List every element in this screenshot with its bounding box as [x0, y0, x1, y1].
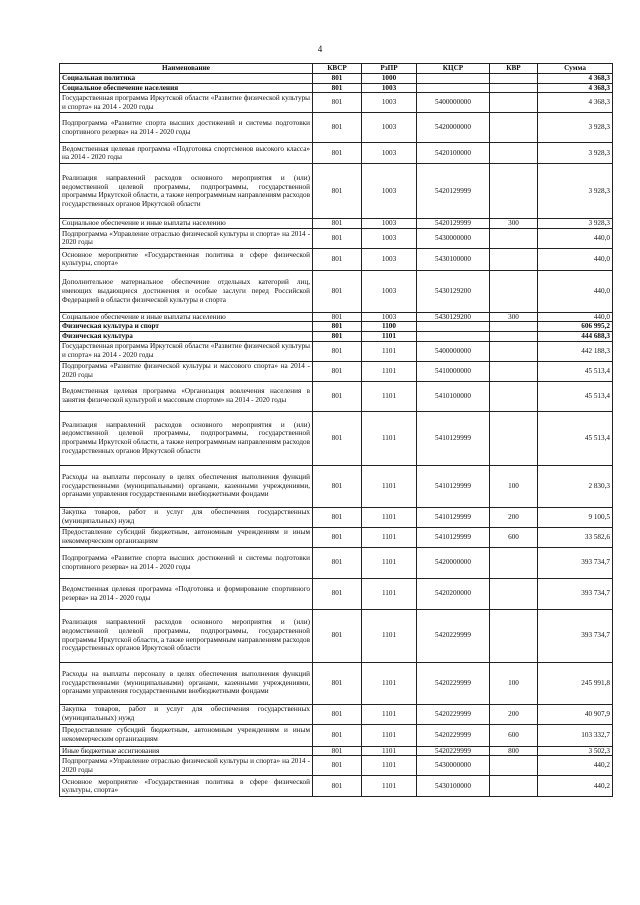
row-sum-cell: 4 368,3: [538, 83, 613, 93]
row-rzpr-cell: 1101: [362, 411, 417, 465]
row-kvsr-cell: 801: [313, 547, 362, 578]
row-kvsr-cell: 801: [313, 527, 362, 547]
row-kvr-cell: [490, 331, 538, 341]
table-row: [60, 248, 613, 270]
row-rzpr-cell: 1101: [362, 527, 417, 547]
row-name-cell: Дополнительное материальное обеспечение отдельных категорий лиц, имеющих выдающиеся достижения и особые заслуги перед Российской Федерацией в области физической культуры и спорта: [60, 270, 313, 312]
table-row: [60, 746, 613, 756]
row-kvr-cell: 600: [490, 527, 538, 547]
table-header: [60, 64, 613, 74]
row-kvr-cell: [490, 83, 538, 93]
row-sum-cell: 440,2: [538, 756, 613, 776]
table-row: [60, 381, 613, 411]
table-row: [60, 113, 613, 143]
row-kvr-cell: [490, 361, 538, 381]
row-kcsr-cell: 5430000000: [417, 228, 490, 248]
row-sum-cell: 3 928,3: [538, 143, 613, 164]
table-body: [60, 74, 613, 797]
table-row: [60, 724, 613, 746]
row-kcsr-cell: 5430100000: [417, 248, 490, 270]
row-kvsr-cell: 801: [313, 507, 362, 527]
budget-table: [59, 63, 613, 797]
row-kvsr-cell: 801: [313, 361, 362, 381]
row-sum-cell: 45 513,4: [538, 381, 613, 411]
table-row: [60, 93, 613, 113]
row-rzpr-cell: 1101: [362, 465, 417, 507]
row-kvr-cell: [490, 74, 538, 84]
row-sum-cell: 393 734,7: [538, 578, 613, 609]
row-kvsr-cell: 801: [313, 724, 362, 746]
row-kvsr-cell: 801: [313, 113, 362, 143]
row-kvsr-cell: 801: [313, 74, 362, 84]
row-sum-cell: 45 513,4: [538, 361, 613, 381]
row-kcsr-cell: 5400000000: [417, 93, 490, 113]
row-kvsr-cell: 801: [313, 381, 362, 411]
row-name-cell: Физическая культура: [60, 331, 313, 341]
row-sum-cell: 4 368,3: [538, 93, 613, 113]
row-kvr-cell: 100: [490, 465, 538, 507]
table-row: [60, 270, 613, 312]
table-row: [60, 74, 613, 84]
table-row: [60, 527, 613, 547]
row-kcsr-cell: 5410000000: [417, 361, 490, 381]
row-name-cell: Государственная программа Иркутской области «Развитие физической культуры и спорта» на 2014 - 2020 годы: [60, 341, 313, 361]
row-kvsr-cell: 801: [313, 704, 362, 724]
row-name-cell: Подпрограмма «Управление отраслью физической культуры и спорта» на 2014 - 2020 годы: [60, 756, 313, 776]
row-kvsr-cell: 801: [313, 83, 362, 93]
row-kvsr-cell: 801: [313, 331, 362, 341]
row-kvr-cell: 300: [490, 219, 538, 229]
row-kcsr-cell: 5420229999: [417, 704, 490, 724]
table-row: [60, 331, 613, 341]
row-kvsr-cell: 801: [313, 609, 362, 662]
row-sum-cell: 3 928,3: [538, 219, 613, 229]
row-kvr-cell: [490, 609, 538, 662]
row-name-cell: Расходы на выплаты персоналу в целях обеспечения выполнения функций государственными (муниципальными) органами, казенными учреждениями, органами управления государственными внебюджетными фондами: [60, 662, 313, 704]
row-kcsr-cell: [417, 83, 490, 93]
row-kvr-cell: 100: [490, 662, 538, 704]
row-rzpr-cell: 1101: [362, 578, 417, 609]
row-kvsr-cell: 801: [313, 248, 362, 270]
row-name-cell: Предоставление субсидий бюджетным, автономным учреждениям и иным некоммерческим организациям: [60, 527, 313, 547]
row-name-cell: Социальное обеспечение и иные выплаты населению: [60, 312, 313, 322]
table-row: [60, 465, 613, 507]
table-row: [60, 164, 613, 219]
row-kvsr-cell: 801: [313, 756, 362, 776]
row-kcsr-cell: 5410129999: [417, 465, 490, 507]
row-sum-cell: 4 368,3: [538, 74, 613, 84]
table-row: [60, 704, 613, 724]
row-kcsr-cell: 5430129200: [417, 270, 490, 312]
row-rzpr-cell: 1101: [362, 609, 417, 662]
row-kcsr-cell: [417, 74, 490, 84]
row-rzpr-cell: 1101: [362, 381, 417, 411]
row-kcsr-cell: 5420200000: [417, 578, 490, 609]
row-rzpr-cell: 1003: [362, 248, 417, 270]
row-rzpr-cell: 1101: [362, 724, 417, 746]
table-row: [60, 83, 613, 93]
row-kvr-cell: 300: [490, 312, 538, 322]
row-name-cell: Закупка товаров, работ и услуг для обеспечения государственных (муниципальных) нужд: [60, 507, 313, 527]
page-number: 4: [317, 44, 323, 54]
row-kvr-cell: 600: [490, 724, 538, 746]
row-sum-cell: 45 513,4: [538, 411, 613, 465]
row-kvsr-cell: 801: [313, 776, 362, 797]
row-rzpr-cell: 1101: [362, 776, 417, 797]
row-sum-cell: 9 100,5: [538, 507, 613, 527]
row-kvr-cell: 200: [490, 507, 538, 527]
row-kcsr-cell: 5420129999: [417, 219, 490, 229]
table-row: [60, 578, 613, 609]
row-name-cell: Социальное обеспечение и иные выплаты населению: [60, 219, 313, 229]
row-kvr-cell: [490, 578, 538, 609]
row-kvsr-cell: 801: [313, 322, 362, 332]
row-kcsr-cell: 5420229999: [417, 724, 490, 746]
row-rzpr-cell: 1003: [362, 113, 417, 143]
row-name-cell: Подпрограмма «Развитие спорта высших достижений и системы подготовки спортивного резерва» на 2014 - 2020 годы: [60, 547, 313, 578]
table-row: [60, 219, 613, 229]
row-kvsr-cell: 801: [313, 143, 362, 164]
row-name-cell: Основное мероприятие «Государственная политика в сфере физической культуры, спорта»: [60, 248, 313, 270]
row-kcsr-cell: 5430100000: [417, 776, 490, 797]
row-sum-cell: 40 907,9: [538, 704, 613, 724]
header-sum: Сумма: [538, 64, 613, 74]
row-kvsr-cell: 801: [313, 228, 362, 248]
row-rzpr-cell: 1101: [362, 331, 417, 341]
row-name-cell: Иные бюджетные ассигнования: [60, 746, 313, 756]
row-name-cell: Подпрограмма «Развитие спорта высших достижений и системы подготовки спортивного резерва» на 2014 - 2020 годы: [60, 113, 313, 143]
row-kvr-cell: [490, 93, 538, 113]
row-kcsr-cell: 5420000000: [417, 547, 490, 578]
row-name-cell: Реализация направлений расходов основного мероприятия и (или) ведомственной целевой программы, подпрограммы, государственной программы Иркутской области, а также непрограммным направлениям расходов государственных органов Иркутской области: [60, 609, 313, 662]
row-kvr-cell: [490, 143, 538, 164]
row-rzpr-cell: 1101: [362, 746, 417, 756]
row-sum-cell: 442 188,3: [538, 341, 613, 361]
row-name-cell: Ведомственная целевая программа «Подготовка спортсменов высокого класса» на 2014 - 2020 годы: [60, 143, 313, 164]
row-rzpr-cell: 1101: [362, 341, 417, 361]
row-name-cell: Государственная программа Иркутской области «Развитие физической культуры и спорта» на 2014 - 2020 годы: [60, 93, 313, 113]
row-kvsr-cell: 801: [313, 341, 362, 361]
row-kcsr-cell: 5420229999: [417, 609, 490, 662]
table-row: [60, 776, 613, 797]
row-kcsr-cell: 5410100000: [417, 381, 490, 411]
table-row: [60, 341, 613, 361]
row-rzpr-cell: 1101: [362, 361, 417, 381]
row-kcsr-cell: 5420229999: [417, 746, 490, 756]
row-kvsr-cell: 801: [313, 312, 362, 322]
row-name-cell: Ведомственная целевая программа «Организация вовлечения населения в занятия физической культурой и массовым спортом» на 2014 - 2020 годы: [60, 381, 313, 411]
row-kvr-cell: [490, 228, 538, 248]
row-sum-cell: 393 734,7: [538, 547, 613, 578]
row-name-cell: Основное мероприятие «Государственная политика в сфере физической культуры, спорта»: [60, 776, 313, 797]
row-kvr-cell: [490, 411, 538, 465]
row-kvr-cell: [490, 547, 538, 578]
row-sum-cell: 440,0: [538, 312, 613, 322]
row-rzpr-cell: 1101: [362, 547, 417, 578]
row-name-cell: Физическая культура и спорт: [60, 322, 313, 332]
table-row: [60, 228, 613, 248]
row-kvsr-cell: 801: [313, 662, 362, 704]
row-kcsr-cell: 5430000000: [417, 756, 490, 776]
row-kvr-cell: [490, 164, 538, 219]
row-sum-cell: 33 582,6: [538, 527, 613, 547]
row-sum-cell: 3 502,3: [538, 746, 613, 756]
row-sum-cell: 2 830,3: [538, 465, 613, 507]
row-rzpr-cell: 1003: [362, 143, 417, 164]
row-name-cell: Реализация направлений расходов основного мероприятия и (или) ведомственной целевой программы, подпрограммы, государственной программы Иркутской области, а также непрограммным направлениям расходов государственных органов Иркутской области: [60, 411, 313, 465]
row-name-cell: Предоставление субсидий бюджетным, автономным учреждениям и иным некоммерческим организациям: [60, 724, 313, 746]
table-row: [60, 322, 613, 332]
row-rzpr-cell: 1003: [362, 219, 417, 229]
table-row: [60, 143, 613, 164]
row-rzpr-cell: 1003: [362, 312, 417, 322]
row-kvsr-cell: 801: [313, 164, 362, 219]
row-name-cell: Социальное обеспечение населения: [60, 83, 313, 93]
table-row: [60, 547, 613, 578]
row-kvsr-cell: 801: [313, 746, 362, 756]
row-name-cell: Подпрограмма «Развитие физической культуры и массового спорта» на 2014 - 2020 годы: [60, 361, 313, 381]
row-rzpr-cell: 1101: [362, 507, 417, 527]
row-sum-cell: 245 991,8: [538, 662, 613, 704]
row-kcsr-cell: [417, 322, 490, 332]
row-rzpr-cell: 1003: [362, 228, 417, 248]
row-sum-cell: 606 995,2: [538, 322, 613, 332]
table-row: [60, 756, 613, 776]
row-kcsr-cell: 5410129999: [417, 411, 490, 465]
row-kvr-cell: [490, 341, 538, 361]
table-row: [60, 312, 613, 322]
row-kvsr-cell: 801: [313, 270, 362, 312]
row-kvr-cell: [490, 248, 538, 270]
row-kvr-cell: 200: [490, 704, 538, 724]
row-kvsr-cell: 801: [313, 219, 362, 229]
row-sum-cell: 440,0: [538, 248, 613, 270]
row-name-cell: Реализация направлений расходов основного мероприятия и (или) ведомственной целевой программы, подпрограммы, государственной программы Иркутской области, а также непрограммным направлениям расходов государственных органов Иркутской области: [60, 164, 313, 219]
row-kcsr-cell: 5420000000: [417, 113, 490, 143]
row-name-cell: Расходы на выплаты персоналу в целях обеспечения выполнения функций государственными (муниципальными) органами, казенными учреждениями, органами управления государственными внебюджетными фондами: [60, 465, 313, 507]
row-kcsr-cell: 5430129200: [417, 312, 490, 322]
header-kcsr: КЦСР: [417, 64, 490, 74]
row-sum-cell: 440,0: [538, 228, 613, 248]
row-name-cell: Ведомственная целевая программа «Подготовка и формирование спортивного резерва» на 2014 - 2020 годы: [60, 578, 313, 609]
table-row: [60, 361, 613, 381]
row-rzpr-cell: 1003: [362, 83, 417, 93]
row-kcsr-cell: 5420229999: [417, 662, 490, 704]
row-sum-cell: 440,0: [538, 270, 613, 312]
row-kcsr-cell: 5420100000: [417, 143, 490, 164]
row-rzpr-cell: 1101: [362, 756, 417, 776]
row-kvr-cell: [490, 322, 538, 332]
table-row: [60, 507, 613, 527]
row-kvr-cell: [490, 270, 538, 312]
row-kvr-cell: 800: [490, 746, 538, 756]
row-rzpr-cell: 1000: [362, 74, 417, 84]
row-sum-cell: 444 688,3: [538, 331, 613, 341]
row-kcsr-cell: 5400000000: [417, 341, 490, 361]
row-rzpr-cell: 1101: [362, 704, 417, 724]
row-kvsr-cell: 801: [313, 578, 362, 609]
row-name-cell: Подпрограмма «Управление отраслью физической культуры и спорта» на 2014 - 2020 годы: [60, 228, 313, 248]
row-sum-cell: 440,2: [538, 776, 613, 797]
row-kcsr-cell: 5410129999: [417, 507, 490, 527]
table-row: [60, 411, 613, 465]
row-sum-cell: 3 928,3: [538, 164, 613, 219]
header-rzpr: РзПР: [362, 64, 417, 74]
row-name-cell: Социальная политика: [60, 74, 313, 84]
row-kvsr-cell: 801: [313, 93, 362, 113]
row-kvr-cell: [490, 381, 538, 411]
row-kvr-cell: [490, 776, 538, 797]
row-sum-cell: 3 928,3: [538, 113, 613, 143]
header-row: [60, 64, 613, 74]
table-row: [60, 662, 613, 704]
row-kvr-cell: [490, 113, 538, 143]
row-rzpr-cell: 1003: [362, 270, 417, 312]
header-name: Наименование: [60, 64, 313, 74]
header-kvr: КВР: [490, 64, 538, 74]
header-kvsr: КВСР: [313, 64, 362, 74]
row-sum-cell: 393 734,7: [538, 609, 613, 662]
row-rzpr-cell: 1003: [362, 93, 417, 113]
row-kcsr-cell: [417, 331, 490, 341]
row-rzpr-cell: 1003: [362, 164, 417, 219]
table-row: [60, 609, 613, 662]
row-kvsr-cell: 801: [313, 411, 362, 465]
row-rzpr-cell: 1100: [362, 322, 417, 332]
row-name-cell: Закупка товаров, работ и услуг для обеспечения государственных (муниципальных) нужд: [60, 704, 313, 724]
row-kvsr-cell: 801: [313, 465, 362, 507]
row-kcsr-cell: 5410129999: [417, 527, 490, 547]
row-kcsr-cell: 5420129999: [417, 164, 490, 219]
row-kvr-cell: [490, 756, 538, 776]
row-rzpr-cell: 1101: [362, 662, 417, 704]
row-sum-cell: 103 332,7: [538, 724, 613, 746]
